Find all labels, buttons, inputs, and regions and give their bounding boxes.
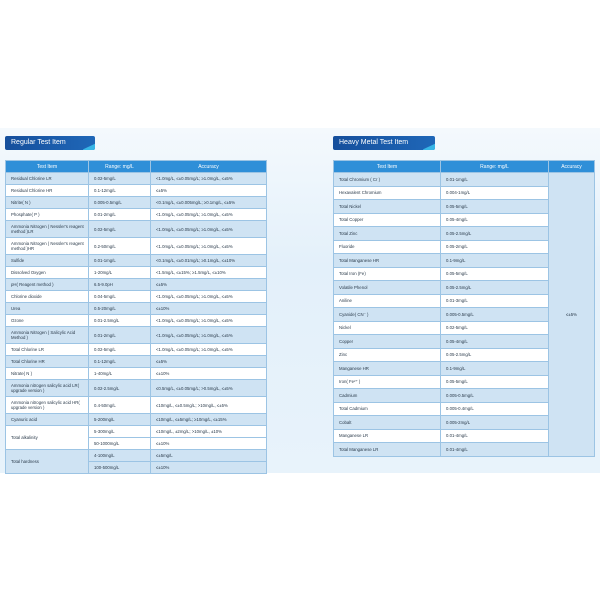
accuracy-cell: <1.0mg/L, ≤±0.05mg/L; ≥1.0mg/L, ≤±5% <box>151 173 267 185</box>
accuracy-cell: <1.0mg/L, ≤±0.05mg/L; ≥1.0mg/L, ≤±5% <box>151 344 267 356</box>
test-item-cell: Manganese LR <box>334 429 441 443</box>
test-item-cell: pH( Reagent method ) <box>6 279 89 291</box>
test-item-cell: Ammonia Nitrogen ( Salicylic Acid Method ) <box>6 327 89 344</box>
range-cell: 0.01-2.5mg/L <box>89 315 151 327</box>
test-item-cell: Total Chlorine LR <box>6 344 89 356</box>
range-cell: 6.5-9.0pH <box>89 279 151 291</box>
test-item-cell: Total Cadmium <box>334 402 441 416</box>
range-cell: 0.01-4mg/L <box>441 443 549 457</box>
table-row <box>6 315 267 327</box>
table-row <box>6 173 267 185</box>
table-row <box>6 327 267 344</box>
range-cell: 0.05-4mg/L <box>441 335 549 349</box>
test-item-cell: Hexavalent Chromium <box>334 186 441 200</box>
test-item-cell: Volatile Phenol <box>334 281 441 295</box>
range-cell: 0.05-4mg/L <box>441 213 549 227</box>
range-cell: 50-1000mg/L <box>89 438 151 450</box>
test-item-cell: Total Chromium ( Cr ) <box>334 173 441 187</box>
test-item-cell: Chlorine dioxide <box>6 291 89 303</box>
range-cell: 0.01-2mg/L <box>89 209 151 221</box>
test-item-cell: Urea <box>6 303 89 315</box>
accuracy-cell: ≤±5% <box>151 279 267 291</box>
table-row <box>6 344 267 356</box>
test-item-cell: Ozone <box>6 315 89 327</box>
table-row <box>6 414 267 426</box>
table-row <box>334 173 595 187</box>
range-cell: 5-200mg/L <box>89 414 151 426</box>
range-cell: 1-20mg/L <box>89 267 151 279</box>
table-row <box>6 303 267 315</box>
range-cell: 100-500mg/L <box>89 462 151 474</box>
table-row <box>6 291 267 303</box>
range-cell: 0.04-5mg/L <box>89 291 151 303</box>
header-accuracy: Accuracy <box>151 161 267 173</box>
range-cell: 0.1-12mg/L <box>89 185 151 197</box>
test-item-cell: Ammonia Nitrogen ( Nessler's reagent method )HR <box>6 238 89 255</box>
test-item-cell: Fluoride <box>334 240 441 254</box>
range-cell: 0.01-1mg/L <box>89 255 151 267</box>
range-cell: 0.005-0.5mg/L <box>441 389 549 403</box>
test-item-cell: Total Nickel <box>334 200 441 214</box>
accuracy-cell: <0.1mg/L, ≤±0.005mg/L; ≥0.1mg/L, ≤±5% <box>151 197 267 209</box>
test-item-cell: Iron( Fe²⁺ ) <box>334 375 441 389</box>
range-cell: 0.01-3mg/L <box>441 294 549 308</box>
test-item-cell: Dissolved Oxygen <box>6 267 89 279</box>
range-cell: 0.1-12mg/L <box>89 356 151 368</box>
accuracy-cell: ≤10mg/L, ≤±5mg/L; ≥10mg/L, ≤±15% <box>151 414 267 426</box>
table-row <box>6 279 267 291</box>
test-item-cell: Nickel <box>334 321 441 335</box>
range-cell: 0.1-9mg/L <box>441 254 549 268</box>
range-cell: 0.05-2mg/L <box>441 240 549 254</box>
test-item-cell: Cyanuric acid <box>6 414 89 426</box>
accuracy-cell: ≤±10% <box>151 462 267 474</box>
range-cell: 0.5-20mg/L <box>89 303 151 315</box>
accuracy-cell: ≤10mg/L, ≤±0.5mg/L; >10mg/L, ≤±5% <box>151 397 267 414</box>
accuracy-cell: <1.0mg/L, ≤±0.05mg/L; ≥1.0mg/L, ≤±5% <box>151 327 267 344</box>
range-cell: 5-300mg/L <box>89 426 151 438</box>
range-cell: 0.02-5mg/L <box>89 344 151 356</box>
test-item-cell: Total alkalinity <box>6 426 89 450</box>
table-row <box>6 267 267 279</box>
header-range: Range: mg/L <box>441 161 549 173</box>
range-cell: 0.4-50mg/L <box>89 397 151 414</box>
range-cell: 0.05-5mg/L <box>441 200 549 214</box>
test-item-cell: Aniline <box>334 294 441 308</box>
accuracy-cell: ≤±10% <box>151 438 267 450</box>
range-cell: 0.01-1mg/L <box>441 173 549 187</box>
accuracy-cell: <1.0mg/L, ≤±0.05mg/L; ≥1.0mg/L, ≤±5% <box>151 221 267 238</box>
test-item-cell: Manganese HR <box>334 362 441 376</box>
test-item-cell: Ammonia nitrogen salicylic acid LR( upgrade version ) <box>6 380 89 397</box>
accuracy-cell: ≤±5mg/L <box>151 450 267 462</box>
test-item-cell: Zinc <box>334 348 441 362</box>
range-cell: 0.005-0.5mg/L <box>89 197 151 209</box>
accuracy-cell: ≤±5% <box>151 356 267 368</box>
accuracy-cell: <1.0mg/L, ≤±0.05mg/L; ≥1.0mg/L, ≤±5% <box>151 209 267 221</box>
table-row <box>6 426 267 438</box>
range-cell: 0.005-0.5mg/L <box>441 308 549 322</box>
test-item-cell: Ammonia Nitrogen ( Nessler's reagent method )LR <box>6 221 89 238</box>
range-cell: 0.01-4mg/L <box>441 429 549 443</box>
table-row <box>6 209 267 221</box>
heavy-metal-title: Heavy Metal Test Item <box>333 136 435 150</box>
test-item-cell: Nitrite( N ) <box>6 197 89 209</box>
accuracy-cell: ≤10mg/L, ±2mg/L; >10mg/L, ±10% <box>151 426 267 438</box>
table-row <box>6 368 267 380</box>
table-row <box>6 238 267 255</box>
test-item-cell: Ammonia nitrogen salicylic acid HR( upgrade version ) <box>6 397 89 414</box>
range-cell: 0.005-2mg/L <box>441 416 549 430</box>
table-row <box>6 221 267 238</box>
table-row <box>6 380 267 397</box>
test-item-cell: Total Manganese HR <box>334 254 441 268</box>
test-item-cell: Cobalt <box>334 416 441 430</box>
accuracy-cell: <1.5mg/L, ≤±15%; ≥1.5mg/L, ≤±10% <box>151 267 267 279</box>
range-cell: 0.05-2.5mg/L <box>441 281 549 295</box>
range-cell: 0.01-2mg/L <box>89 327 151 344</box>
accuracy-cell: ≤±5% <box>549 173 595 457</box>
test-item-cell: Cadmium <box>334 389 441 403</box>
test-item-cell: Residual Chlorine LR <box>6 173 89 185</box>
range-cell: 0.05-2.5mg/L <box>441 348 549 362</box>
table-row <box>6 397 267 414</box>
range-cell: 0.05-5mg/L <box>441 267 549 281</box>
table-row <box>6 255 267 267</box>
accuracy-cell: ≤±5% <box>151 185 267 197</box>
test-item-cell: Nitrate( N ) <box>6 368 89 380</box>
accuracy-cell: <1.0mg/L, ≤±0.05mg/L; ≥1.0mg/L, ≤±5% <box>151 291 267 303</box>
accuracy-cell: <0.1mg/L, ≤±0.01mg/L; ≥0.1mg/L, ≤±10% <box>151 255 267 267</box>
range-cell: 0.2-50mg/L <box>89 238 151 255</box>
table-row <box>6 197 267 209</box>
test-item-cell: Total Chlorine HR <box>6 356 89 368</box>
range-cell: 0.005-0.4mg/L <box>441 402 549 416</box>
accuracy-cell: <1.0mg/L, ≤±0.05mg/L; ≥1.0mg/L, ≤±5% <box>151 315 267 327</box>
accuracy-cell: ≤±10% <box>151 368 267 380</box>
accuracy-cell: ≤±10% <box>151 303 267 315</box>
range-cell: 0.02-5mg/L <box>441 321 549 335</box>
table-row <box>6 356 267 368</box>
heavy-metal-table <box>333 160 595 457</box>
range-cell: 0.05-5mg/L <box>441 375 549 389</box>
header-test-item: Test Item <box>334 161 441 173</box>
test-item-cell: Cyanide( CN⁻ ) <box>334 308 441 322</box>
table-row <box>6 450 267 462</box>
table-row <box>6 185 267 197</box>
range-cell: 1-40mg/L <box>89 368 151 380</box>
test-item-cell: Copper <box>334 335 441 349</box>
regular-test-table <box>5 160 267 474</box>
header-test-item: Test Item <box>6 161 89 173</box>
range-cell: 0.1-9mg/L <box>441 362 549 376</box>
range-cell: 0.02-5mg/L <box>89 221 151 238</box>
header-accuracy: Accuracy <box>549 161 595 173</box>
test-item-cell: Sulfide <box>6 255 89 267</box>
accuracy-cell: ≤0.5mg/L, ≤±0.05mg/L; >0.5mg/L, ≤±5% <box>151 380 267 397</box>
test-item-cell: Total Manganese LR <box>334 443 441 457</box>
range-cell: 4-100mg/L <box>89 450 151 462</box>
accuracy-cell: <1.0mg/L, ≤±0.05mg/L; ≥1.0mg/L, ≤±5% <box>151 238 267 255</box>
test-item-cell: Total Iron (Fe) <box>334 267 441 281</box>
regular-test-title: Regular Test Item <box>5 136 95 150</box>
test-item-cell: Total Copper <box>334 213 441 227</box>
header-range: Range: mg/L <box>89 161 151 173</box>
range-cell: 0.02-2.5mg/L <box>89 380 151 397</box>
range-cell: 0.02-5mg/L <box>89 173 151 185</box>
test-item-cell: Phosphate( P ) <box>6 209 89 221</box>
range-cell: 0.004-1mg/L <box>441 186 549 200</box>
test-item-cell: Residual Chlorine HR <box>6 185 89 197</box>
test-item-cell: Total hardness <box>6 450 89 474</box>
range-cell: 0.05-2.5mg/L <box>441 227 549 241</box>
test-item-cell: Total Zinc <box>334 227 441 241</box>
